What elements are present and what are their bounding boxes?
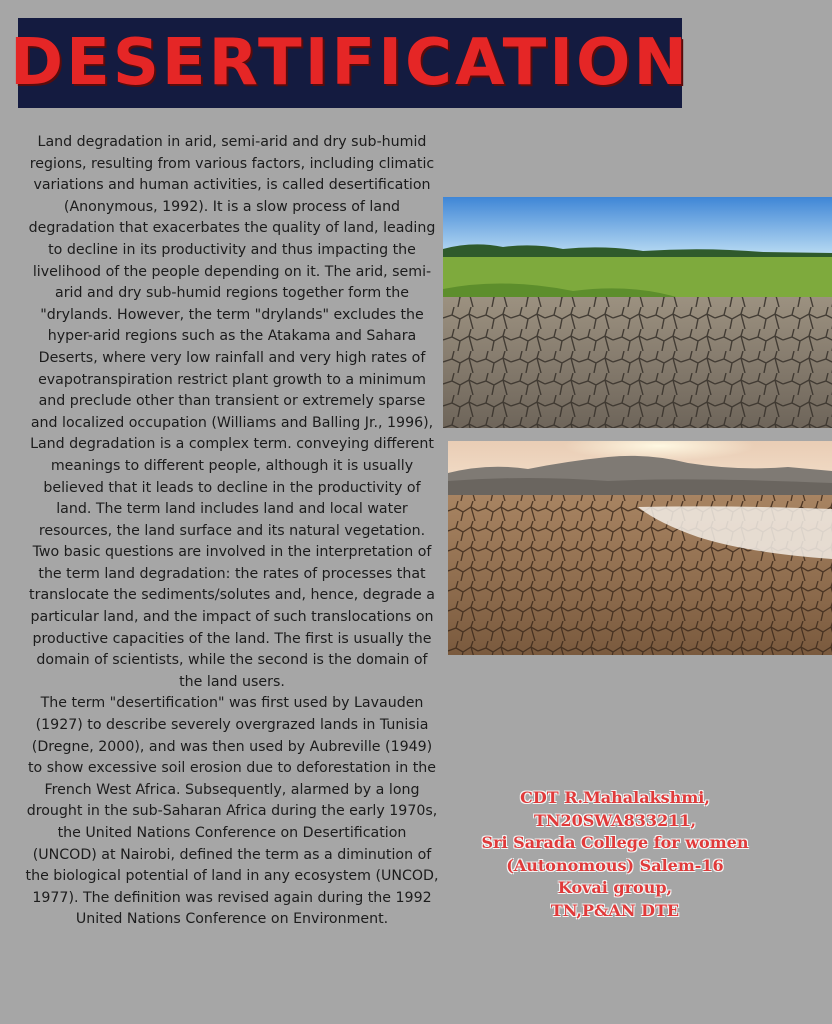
paragraph-1: Land degradation in arid, semi-arid and dry sub-humid regions, resulting from various factors, including climatic variations and human activities, is called desertification (Anonymous, 1992). It is a slow process of land degradation that exacerbates the quality of land, leading to decline in its productivity and thus impacting the livelihood of the people depending on it. The arid, semi-arid and dry sub-humid regions together form the "drylands. However, the term "drylands" excludes the hyper-arid regions such as the Atakama and Sahara Deserts, where very low rainfall and very high rates of evapotranspiration restrict plant growth to a minimum and preclude other than transient or extremely sparse and localized occupation (Williams and Balling Jr., 1996), Land degradation is a complex term. conveying different meanings to different people, although it is usually believed that it leads to decline in the productivity of land. The term land includes land and local water resources, the land surface and its natural vegetation. Two basic questions are involved in the interpretation of the term land degradation: the rates of processes that translocate the sediments/solutes and, hence, degrade a particular land, and the impact of such translocations on productive capacities of the land. The first is usually the domain of scientists, while the second is the domain of the land users. <box>28 134 436 690</box>
credit-line-5: Kovai group, <box>557 878 673 897</box>
title-banner <box>9 18 691 108</box>
author-credits <box>455 787 775 922</box>
credit-line-2: TN20SWA833211, <box>533 810 697 830</box>
credit-line-4: (Autonomous) Salem-16 <box>506 855 724 875</box>
dry-lakebed-photo <box>448 441 832 655</box>
page-title: DESERTIFICATION <box>9 26 691 100</box>
credit-line-1: CDT R.Mahalakshmi, <box>520 788 710 807</box>
credit-line-3: Sri Sarada College for women <box>481 833 749 852</box>
credit-line-6: TN,P&AN DTE <box>550 900 680 920</box>
article-body <box>24 132 440 931</box>
cracked-field-photo <box>443 197 832 428</box>
paragraph-2: The term "desertification" was first used by Lavauden (1927) to describe severely overgrazed lands in Tunisia (Dregne, 2000), and was then used by Aubreville (1949) to show excessive soil erosion due to deforestation in the French West Africa. Subsequently, alarmed by a long drought in the sub-Saharan Africa during the early 1970s, the United Nations Conference on Desertification (UNCOD) at Nairobi, defined the term as a diminution of the biological potential of land in any ecosystem (UNCOD, 1977). The definition was revised again during the 1992 United Nations Conference on Environment. <box>25 695 439 928</box>
